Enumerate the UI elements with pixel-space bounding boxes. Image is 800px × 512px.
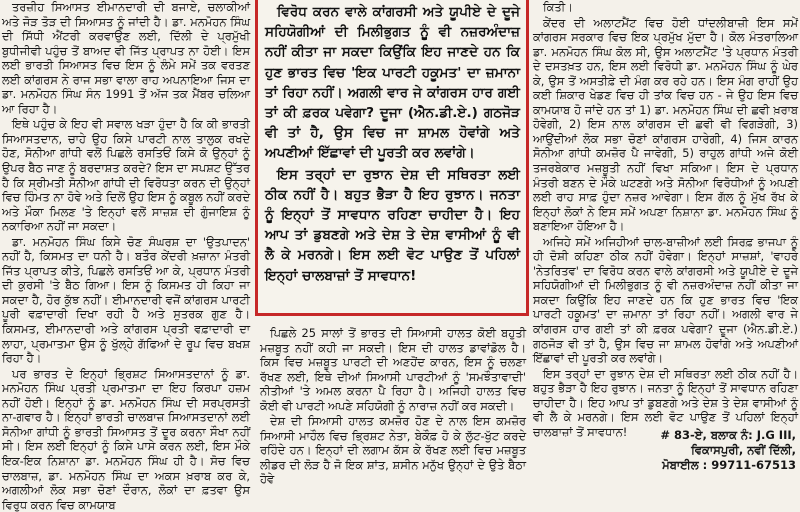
pull-quote-paragraph: ਇਸ ਤਰ੍ਹਾਂ ਦਾ ਰੁਝਾਨ ਦੇਸ਼ ਦੀ ਸਥਿਰਤਾ ਲਈ ਠੀਕ ਨਹੀਂ ਹੈ। ਬਹੁਤ ਭੈੜਾ ਹੈ ਇਹ ਰੁਝਾਨ। ਜਨਤਾ ਨੂੰ ਇਨ੍ਹਾਂ ਤੋਂ ਸਾਵਧਾਨ ਰਹਿਣਾ ਚਾਹੀਦਾ ਹੈ। ਇਹ ਆਪ ਤਾਂ ਡੁਬਣਗੇ ਅਤੇ ਦੇਸ਼ ਤੇ ਦੇਸ਼ ਵਾਸੀਆਂ ਨੂੰ ਵੀ ਲੈ ਕੇ ਮਰਨਗੇ। ਇਸ ਲਈ ਵੋਟ ਪਾਉਣ ਤੋਂ ਪਹਿਲਾਂ ਇਨ੍ਹਾਂ ਚਾਲਬਾਜ਼ਾਂ ਤੋਂ ਸਾਵਧਾਨ! (265, 166, 520, 284)
article-column-middle (260, 326, 526, 487)
paragraph: ਪਰ ਭਾਰਤ ਦੇ ਇਨ੍ਹਾਂ ਭ੍ਰਿਸ਼ਟ ਸਿਆਸਤਦਾਨਾਂ ਨੂੰ ਡਾ. ਮਨਮੋਹਨ ਸਿੰਘ ਪ੍ਰਤੀ ਪ੍ਰਮਾਤਮਾ ਦਾ ਇਹ ਕਿਰਪਾ ਹਜ਼ਮ ਨਹੀਂ ਹੋਈ। ਇਨ੍ਹਾਂ ਨੂੰ ਡਾ. ਮਨਮੋਹਨ ਸਿੰਘ ਦੀ ਸਰਪ੍ਰਸਤੀ ਨਾ-ਗਵਾਰ ਹੈ। ਇਨ੍ਹਾਂ ਭਾਰਤੀ ਚਾਲਬਾਜ਼ ਸਿਆਸਤਦਾਨਾਂ ਲਈ ਸੋਨੀਆ ਗਾਂਧੀ ਨੂੰ ਭਾਰਤੀ ਸਿਆਸਤ ਤੋਂ ਦੂਰ ਕਰਨਾ ਸੌਖਾ ਨਹੀਂ ਸੀ। ਇਸ ਲਈ ਇਨ੍ਹਾਂ ਨੂੰ ਕਿਸੇ ਪਾਸੇ ਕਰਨ ਲਈ, ਇਸ ਮੌਕੇ ਇਕ-ਇਕ ਨਿਸ਼ਾਨਾ ਡਾ. ਮਨਮੋਹਨ ਸਿੰਘ ਹੀ ਹੈ। ਸੋਚ ਵਿਚ ਚਾਲਬਾਜ਼, ਡਾ. ਮਨਮੋਹਨ ਸਿੰਘ ਦਾ ਅਕਸ ਖ਼ਰਾਬ ਕਰ ਕੇ, ਅਗਲੀਆਂ ਲੋਕ ਸਭਾ ਚੋਣਾਂ ਦੌਰਾਨ, ਲੋਕਾਂ ਦਾ ਫ਼ਤਵਾ ਉਸ ਵਿਰੁਧ ਕਰਨ ਵਿਚ ਕਾਮਯਾਬ (2, 366, 250, 512)
article-column-left (2, 0, 250, 512)
pull-quote-box (255, 0, 529, 316)
paragraph: ਡਾ. ਮਨਮੋਹਨ ਸਿੰਘ ਕਿਸੇ ਚੋਣ ਸੰਘਰਸ਼ ਦਾ 'ਉਤਪਾਦਨ' ਨਹੀਂ ਹੈ, ਕਿਸਮਤ ਦਾ ਧਨੀ ਹੈ। ਬਤੌਰ ਕੇਂਦਰੀ ਖ਼ਜ਼ਾਨਾ ਮੰਤਰੀ ਜਿੱਤ ਪ੍ਰਾਪਤ ਕੀਤੇ, ਪਿਛਲੇ ਰਸਤਿਓਂ ਆ ਕੇ, ਪ੍ਰਧਾਨ ਮੰਤਰੀ ਦੀ ਕੁਰਸੀ 'ਤੇ ਬੈਠ ਗਿਆ। ਇਸ ਨੂੰ ਕਿਸਮਤ ਹੀ ਕਿਹਾ ਜਾ ਸਕਦਾ ਹੈ, ਹੋਰ ਕੁੱਝ ਨਹੀਂ। ਈਮਾਨਦਾਰੀ ਵਜੋਂ ਕਾਂਗਰਸ ਪਾਰਟੀ ਪੂਰੀ ਵਫ਼ਾਦਾਰੀ ਦਿਖਾ ਰਹੀ ਹੈ ਅਤੇ ਸੁਤਰਕ ਗੁਣ ਹੈ। ਕਿਸਮਤ, ਈਮਾਨਦਾਰੀ ਅਤੇ ਕਾਂਗਰਸ ਪ੍ਰਤੀ ਵਫ਼ਾਦਾਰੀ ਦਾ ਲਾਹਾ, ਪ੍ਰਮਾਤਮਾ ਉਸ ਨੂੰ ਖੁੱਲ੍ਹੇ ਗੱਫਿਆਂ ਦੇ ਰੂਪ ਵਿਚ ਬਖਸ਼ ਰਿਹਾ ਹੈ। (2, 234, 250, 366)
pull-quote-paragraph: ਵਿਰੋਧ ਕਰਨ ਵਾਲੇ ਕਾਂਗਰਸੀ ਅਤੇ ਯੂਪੀਏ ਦੇ ਦੂਜੇ ਸਹਿਯੋਗੀਆਂ ਦੀ ਮਿਲੀਭੁਗਤ ਨੂੰ ਵੀ ਨਜ਼ਰਅੰਦਾਜ਼ ਨਹੀਂ ਕੀਤਾ ਜਾ ਸਕਦਾ ਕਿਉਂਕਿ ਇਹ ਜਾਣਦੇ ਹਨ ਕਿ ਹੁਣ ਭਾਰਤ ਵਿਚ 'ਇਕ ਪਾਰਟੀ ਹਕੂਮਤ' ਦਾ ਜ਼ਮਾਨਾ ਤਾਂ ਰਿਹਾ ਨਹੀਂ। ਅਗਲੀ ਵਾਰ ਜੇ ਕਾਂਗਰਸ ਹਾਰ ਗਈ ਤਾਂ ਕੀ ਫ਼ਰਕ ਪਵੇਗਾ? ਦੂਜਾ (ਐਨ.ਡੀ.ਏ.) ਗਠਜੋੜ ਵੀ ਤਾਂ ਹੈ, ਉਸ ਵਿਚ ਜਾ ਸ਼ਾਮਲ ਹੋਵਾਂਗੇ ਅਤੇ ਅਪਣੀਆਂ ਇੱਛਾਵਾਂ ਦੀ ਪੂਰਤੀ ਕਰ ਲਵਾਂਗੇ। (265, 4, 520, 162)
address-line: # 83-ਏ, ਬਲਾਕ ਨੰ: J.G III, (660, 428, 796, 442)
author-address-block (636, 428, 796, 473)
paragraph: ਦੇਸ਼ ਦੀ ਸਿਆਸੀ ਹਾਲਤ ਕਮਜ਼ੋਰ ਹੋਣ ਦੇ ਨਾਲ ਇਸ ਕਮਜ਼ੋਰ ਸਿਆਸੀ ਮਾਹੌਲ ਵਿਚ ਭ੍ਰਿਸ਼ਟ ਨੇਤਾ, ਬੇਕੌਫ਼ ਹੋ ਕੇ ਲੁੱਟ-ਖੁੱਟ ਕਰਦੇ ਰਹਿੰਦੇ ਹਨ। ਇਨ੍ਹਾਂ ਦੀ ਲਗਾਮ ਕੱਸ ਕੇ ਰੱਖਣ ਲਈ ਵਿਚ ਮਜ਼ਬੂਤ ਲੀਡਰ ਦੀ ਲੋੜ ਹੈ ਜੋ ਇਕ ਸ਼ਾਂਤ, ਸ਼ਸੀਨ ਮਨੁੱਖ ਉਨ੍ਹਾਂ ਦੇ ਉਤੇ ਬੈਠਾ ਹੋਵੇ (260, 414, 526, 487)
paragraph: ਕੇਂਦਰ ਦੀ ਅਲਾਟਮੈਂਟ ਵਿਚ ਹੋਈ ਧਾਂਦਲੀਬਾਜ਼ੀ ਇਸ ਸਮੇਂ ਕਾਂਗਰਸ ਸਰਕਾਰ ਵਿਚ ਇਕ ਪ੍ਰਮੁੱਖ ਮੁੱਦਾ ਹੈ। ਕੋਲ ਮੰਤਰਾਲਿਆ ਡਾ. ਮਨਮੋਹਨ ਸਿੰਘ ਕੋਲ ਸੀ, ਉਸ ਅਲਾਟਮੈਂਟ 'ਤੇ ਪ੍ਰਧਾਨ ਮੰਤਰੀ ਦੇ ਦਸਤਖ਼ਤ ਹਨ, ਇਸ ਲਈ ਵਿਰੋਧੀ ਡਾ. ਮਨਮੋਹਨ ਸਿੰਘ ਨੂੰ ਘੇਰ ਕੇ, ਉਸ ਤੋਂ ਅਸਤੀਫ਼ੇ ਦੀ ਮੰਗ ਕਰ ਰਹੇ ਹਨ। ਇਸ ਮੰਗ ਰਾਹੀਂ ਉਹ ਕਈ ਸ਼ਿਕਾਰ ਖੇਡਣ ਵਿਚ ਹੀ ਤਾਂਕ ਵਿਚ ਹਨ - ਜੇ ਉਹ ਇਸ ਵਿਚ ਕਾਮਯਾਬ ਹੋ ਜਾਂਦੇ ਹਨ ਤਾਂ 1) ਡਾ. ਮਨਮੋਹਨ ਸਿੰਘ ਦੀ ਛਵੀ ਖ਼ਰਾਬ ਹੋਵੇਗੀ, 2) ਇਸ ਨਾਲ ਕਾਂਗਰਸ ਦੀ ਛਵੀ ਵੀ ਵਿਗੜੇਗੀ, 3) ਆਉਂਦੀਆਂ ਲੋਕ ਸਭਾ ਚੋਣਾਂ ਕਾਂਗਰਸ ਹਾਰੇਗੀ, 4) ਜਿਸ ਕਾਰਨ ਸੋਨੀਆ ਗਾਂਧੀ ਕਮਜ਼ੋਰ ਪੈ ਜਾਵੇਗੀ, 5) ਰਾਹੁਲ ਗਾਂਧੀ ਅਜੇ ਕੋਈ ਤਜਰਬੇਕਾਰ ਮਜ਼ਬੂਤੀ ਨਹੀਂ ਵਿਖਾ ਸਕਿਆ। ਇਸ ਦੇ ਪ੍ਰਧਾਨ ਮੰਤਰੀ ਬਣਨ ਦੇ ਮੌਕੇ ਘਟਣਗੇ ਅਤੇ ਸੋਨੀਆ ਵਿਰੋਧੀਆਂ ਨੂੰ ਅਪਣੀ ਲਈ ਰਾਹ ਸਾਫ਼ ਹੁੰਦਾ ਨਜ਼ਰ ਆਵੇਗਾ। ਇਸ ਗੱਲ ਨੂੰ ਮੁੱਖ ਰੱਖ ਕੇ ਇਨ੍ਹਾਂ ਲੋਕਾਂ ਨੇ ਇਸ ਸਮੇਂ ਅਪਣਾ ਨਿਸ਼ਾਨਾ ਡਾ. ਮਨਮੋਹਨ ਸਿੰਘ ਨੂੰ ਬਣਾਇਆ ਹੋਇਆ ਹੈ। (533, 15, 798, 234)
paragraph: ਪਿਛਲੇ 25 ਸਾਲਾਂ ਤੋਂ ਭਾਰਤ ਦੀ ਸਿਆਸੀ ਹਾਲਤ ਕੋਈ ਬਹੁਤੀ ਮਜ਼ਬੂਤ ਨਹੀਂ ਕਹੀ ਜਾ ਸਕਦੀ। ਇਸ ਦੀ ਹਾਲਤ ਡਾਵਾਂਡੋਲ ਹੈ। ਕਿਸ ਵਿਚ ਮਜ਼ਬੂਤ ਪਾਰਟੀ ਦੀ ਅਣਹੋਂਦ ਕਾਰਨ, ਇਸ ਨੂੰ ਚਲਣਾ ਰੱਖਣ ਲਈ, ਇਥੇ ਦੀਆਂ ਸਿਆਸੀ ਪਾਰਟੀਆਂ ਨੂੰ 'ਸਮਝੌਤਾਵਾਦੀ' ਨੀਤੀਆਂ 'ਤੇ ਅਮਲ ਕਰਨਾ ਪੈ ਰਿਹਾ ਹੈ। ਅਜਿਹੀ ਹਾਲਤ ਵਿਚ ਕੋਈ ਵੀ ਪਾਰਟੀ ਅਪਣੇ ਸਹਿਯੋਗੀ ਨੂੰ ਨਾਰਾਜ਼ ਨਹੀਂ ਕਰ ਸਕਦੀ। (260, 326, 526, 413)
paragraph: ਤਰਜ਼ੀਹ ਸਿਆਸਤ ਈਮਾਨਦਾਰੀ ਦੀ ਬਜਾਏ, ਚਲਾਕੀਆਂ ਅਤੇ ਜੋੜ ਤੋੜ ਦੀ ਸਿਆਸਤ ਨੂੰ ਜਾਂਦੀ ਹੈ। ਡਾ. ਮਨਮੋਹਨ ਸਿੰਘ ਦੀ ਸਿੱਧੀ ਐਂਟਰੀ ਕਰਵਾਉਣ ਲਈ, ਦਿੱਲੀ ਦੇ ਪ੍ਰਮੁੱਖੀ ਬੁਧੀਜੀਵੀ ਪਹੁੰਚ ਤੋਂ ਬਾਅਦ ਵੀ ਜਿੱਤ ਪ੍ਰਾਪਤ ਨਾ ਹੋਈ। ਇਸ ਲਈ ਭਾਰਤੀ ਸਿਆਸਤ ਵਿਚ ਇਸ ਨੂੰ ਲੰਮੇ ਸਮੇਂ ਤਕ ਵਰਤਣ ਲਈ ਕਾਂਗਰਸ ਨੇ ਰਾਜ ਸਭਾ ਵਾਲਾ ਰਾਹ ਅਪਨਾਇਆ ਜਿਸ ਦਾ ਡਾ. ਮਨਮੋਹਨ ਸਿੰਘ ਸੰਨ 1991 ਤੋਂ ਅੱਜ ਤਕ ਮੈਂਬਰ ਚਲਿਆ ਆ ਰਿਹਾ ਹੈ। (2, 0, 250, 116)
phone-number: ਮੋਬਾਈਲ : 99711-67513 (662, 458, 796, 472)
paragraph: ਇਸ ਤਰ੍ਹਾਂ ਦਾ ਰੁਝਾਨ ਦੇਸ਼ ਦੀ ਸਥਿਰਤਾ ਲਈ ਠੀਕ ਨਹੀਂ ਹੈ। ਬਹੁਤ ਭੈੜਾ ਹੈ ਇਹ ਰੁਝਾਨ। ਜਨਤਾ ਨੂੰ ਇਨ੍ਹਾਂ ਤੋਂ ਸਾਵਧਾਨ ਰਹਿਣਾ ਚਾਹੀਦਾ ਹੈ। ਇਹ ਆਪ ਤਾਂ ਡੁਬਣਗੇ ਅਤੇ ਦੇਸ਼ ਤੇ ਦੇਸ਼ ਵਾਸੀਆਂ ਨੂੰ ਵੀ ਲੈ ਕੇ ਮਰਨਗੇ। ਇਸ ਲਈ ਵੋਟ ਪਾਉਣ ਤੋਂ ਪਹਿਲਾਂ ਇਨ੍ਹਾਂ ਚਾਲਬਾਜ਼ਾਂ ਤੋਂ ਸਾਵਧਾਨ! (533, 366, 798, 439)
paragraph: ਅਜਿਹੇ ਸਮੇਂ ਅਜਿਹੀਆਂ ਚਾਲ-ਬਾਜ਼ੀਆਂ ਲਈ ਸਿਰਫ਼ ਭਾਜਪਾ ਨੂੰ ਹੀ ਦੋਸ਼ੀ ਕਹਿਣਾ ਠੀਕ ਨਹੀਂ ਹੋਵੇਗਾ। ਇਨ੍ਹਾਂ ਸਾਜ਼ਸ਼ਾਂ, 'ਵਾਹਰੇ 'ਨੇਤਰਿਤਵ' ਦਾ ਵਿਰੋਧ ਕਰਨ ਵਾਲੇ ਕਾਂਗਰਸੀ ਅਤੇ ਯੂਪੀਏ ਦੇ ਦੂਜੇ ਸਹਿਯੋਗੀਆਂ ਦੀ ਮਿਲੀਭੁਗਤ ਨੂੰ ਵੀ ਨਜ਼ਰਅੰਦਾਜ਼ ਨਹੀਂ ਕੀਤਾ ਜਾ ਸਕਦਾ ਕਿਉਂਕਿ ਇਹ ਜਾਣਦੇ ਹਨ ਕਿ ਹੁਣ ਭਾਰਤ ਵਿਚ 'ਇਕ ਪਾਰਟੀ ਹਕੂਮਤ' ਦਾ ਜ਼ਮਾਨਾ ਤਾਂ ਰਿਹਾ ਨਹੀਂ। ਅਗਲੀ ਵਾਰ ਜੇ ਕਾਂਗਰਸ ਹਾਰ ਗਈ ਤਾਂ ਕੀ ਫ਼ਰਕ ਪਵੇਗਾ? ਦੂਜਾ (ਐਨ.ਡੀ.ਏ.) ਗਠਜੋੜ ਵੀ ਤਾਂ ਹੈ, ਉਸ ਵਿਚ ਜਾ ਸ਼ਾਮਲ ਹੋਵਾਂਗੇ ਅਤੇ ਅਪਣੀਆਂ ਇੱਛਾਵਾਂ ਦੀ ਪੂਰਤੀ ਕਰ ਲਵਾਂਗੇ। (533, 234, 798, 366)
address-line: ਵਿਕਾਸਪੁਰੀ, ਨਵੀਂ ਦਿੱਲੀ, (691, 443, 796, 457)
paragraph: ਕਿਤੀ। (543, 0, 573, 14)
paragraph: ਇਥੇ ਪਹੁੰਚ ਕੇ ਇਹ ਵੀ ਸਵਾਲ ਖੜਾ ਹੁੰਦਾ ਹੈ ਕਿ ਕੀ ਭਾਰਤੀ ਸਿਆਸਤਦਾਨ, ਚਾਹੇ ਉਹ ਕਿਸੇ ਪਾਰਟੀ ਨਾਲ ਤਾਲੁਕ ਰਖਦੇ ਹੋਣ, ਸੋਨੀਆ ਗਾਂਧੀ ਵਲੋਂ ਪਿਛਲੇ ਰਸਤਿਓਂ ਕਿਸੇ ਕੋ ਉਨ੍ਹਾਂ ਨੂੰ ਉਪਰ ਬੈਠ ਜਾਣ ਨੂੰ ਬਰਦਾਸ਼ਤ ਕਰਦੇ? ਇਸ ਦਾ ਸਪਸ਼ਟ ਉੱਤਰ ਹੈ ਕਿ ਸ੍ਰੀਮਤੀ ਸੋਨੀਆ ਗਾਂਧੀ ਦੀ ਵਿਰੋਧਤਾ ਕਰਨ ਦੀ ਉਨ੍ਹਾਂ ਵਿਚ ਹਿੰਮਤ ਨਾ ਹੋਵੇ ਅਤੇ ਦਿਲੋਂ ਉਹ ਇਸ ਨੂੰ ਕਬੂਲ ਨਹੀਂ ਕਰਦੇ ਅਤੇ ਮੌਕਾ ਮਿਲਣ 'ਤੇ ਇਨ੍ਹਾਂ ਵਲੋਂ ਸਾਜ਼ਸ਼ ਦੀ ਗੁੰਜਾਇਸ਼ ਨੂੰ ਨਕਾਰਿਆ ਨਹੀਂ ਜਾ ਸਕਦਾ। (2, 117, 250, 234)
